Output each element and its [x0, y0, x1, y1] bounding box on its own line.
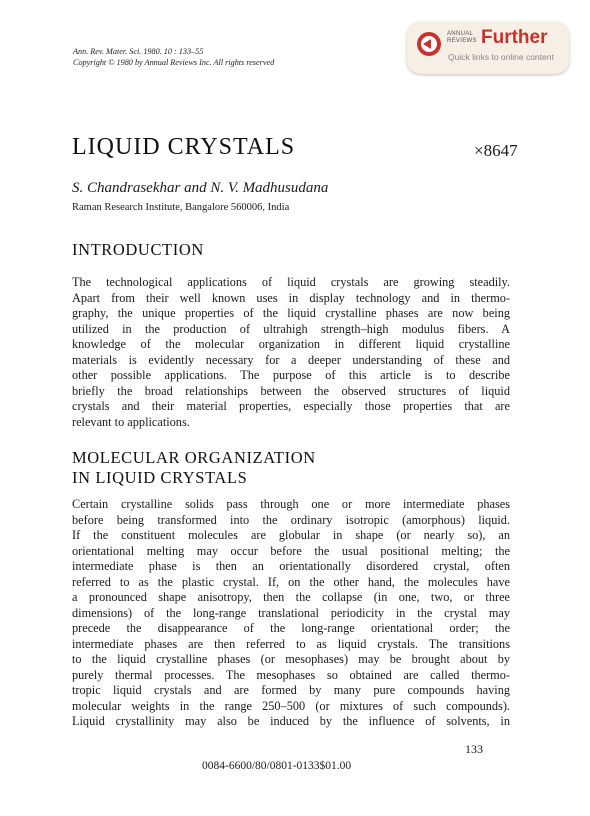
text-line: materials is evidently necessary for a deeper understanding of these and: [72, 352, 510, 367]
text-line: referred to as the plastic crystal. If, on the other hand, the molecules have: [72, 574, 510, 589]
heading-line-1: MOLECULAR ORGANIZATION: [72, 448, 316, 467]
further-label: Further: [481, 27, 548, 48]
text-line: precede the disappearance of the long-range orientational order; the: [72, 621, 510, 635]
section-heading-molecular-organization: [72, 448, 316, 488]
text-line: orientational melting may occur before the usual positional melting; the: [72, 543, 510, 558]
text-line: The technological applications of liquid crystals are growing steadily.: [72, 275, 510, 289]
text-line: relevant to applications.: [72, 414, 190, 429]
text-line: knowledge of the molecular organization in different liquid crystalline: [72, 337, 510, 351]
annual-reviews-wordmark: [447, 31, 477, 45]
section-heading-introduction: [72, 240, 204, 260]
citation-line-copyright: Copyright © 1980 by Annual Reviews Inc. All rights reserved: [73, 58, 275, 67]
text-line: Certain crystalline solids pass through one or more intermediate phases: [72, 497, 510, 511]
text-line: intermediate phase is then an orientationally disordered crystal, often: [72, 559, 510, 573]
text-line: briefly the broad relationships between the observed structures of liquid: [72, 383, 510, 398]
text-line: a pronounced shape anisotropy, then the collapse (in one, two, or three: [72, 590, 510, 604]
text-line: molecular weights in the range 250–500 (or mixtures of such compounds).: [72, 698, 510, 713]
further-tagline: Quick links to online content: [448, 52, 554, 62]
text-line: Apart from their well known uses in display technology and in thermo-: [72, 290, 510, 305]
text-line: If the constituent molecules are globular in shape (or nearly so), an: [72, 528, 510, 542]
heading-line-2: IN LIQUID CRYSTALS: [72, 468, 248, 487]
text-line: graphy, the unique properties of the liquid crystalline phases are now being: [72, 306, 510, 320]
journal-citation: [73, 46, 274, 68]
text-line: utilized in the production of ultrahigh strength–high modulus fibers. A: [72, 321, 510, 336]
wordmark-line-2: REVIEWS: [447, 38, 477, 44]
article-title: LIQUID CRYSTALS: [72, 134, 296, 160]
article-code: ×8647: [474, 141, 518, 160]
article-authors: S. Chandrasekhar and N. V. Madhusudana: [72, 180, 329, 196]
heading-text: INTRODUCTION: [72, 240, 204, 259]
text-line: intermediate phases are then referred to as liquid crystals. The transitions: [72, 636, 510, 651]
text-line: tropic liquid crystals and are formed by many pure compounds having: [72, 683, 510, 697]
text-line: dimensions) of the long-range translational periodicity in the crystal may: [72, 605, 510, 620]
wordmark-line-1: ANNUAL: [447, 31, 474, 37]
text-line: other possible applications. The purpose of this article is to describe: [72, 368, 510, 382]
text-line: Liquid crystallinity may also be induced by the influence of solvents, in: [72, 714, 510, 728]
author-affiliation: Raman Research Institute, Bangalore 560006, India: [72, 202, 290, 213]
text-line: to the liquid crystalline phases (or mesophases) may be brought about by: [72, 652, 510, 666]
introduction-paragraph: [72, 275, 510, 430]
page-number: 133: [465, 742, 483, 756]
further-links-badge[interactable]: [407, 22, 569, 74]
text-line: crystals and their material properties, especially those properties that are: [72, 399, 510, 413]
footer-publication-code: 0084-6600/80/0801-0133$01.00: [202, 760, 352, 772]
citation-line-journal: Ann. Rev. Mater. Sci. 1980. 10 : 133–55: [73, 47, 204, 56]
text-line: before being transformed into the ordinary isotropic (amorphous) liquid.: [72, 512, 510, 527]
annual-reviews-logo-icon: [417, 32, 441, 56]
molecular-organization-paragraph: [72, 497, 510, 730]
text-line: purely thermal processes. The mesophases so obtained are called thermo-: [72, 667, 510, 682]
